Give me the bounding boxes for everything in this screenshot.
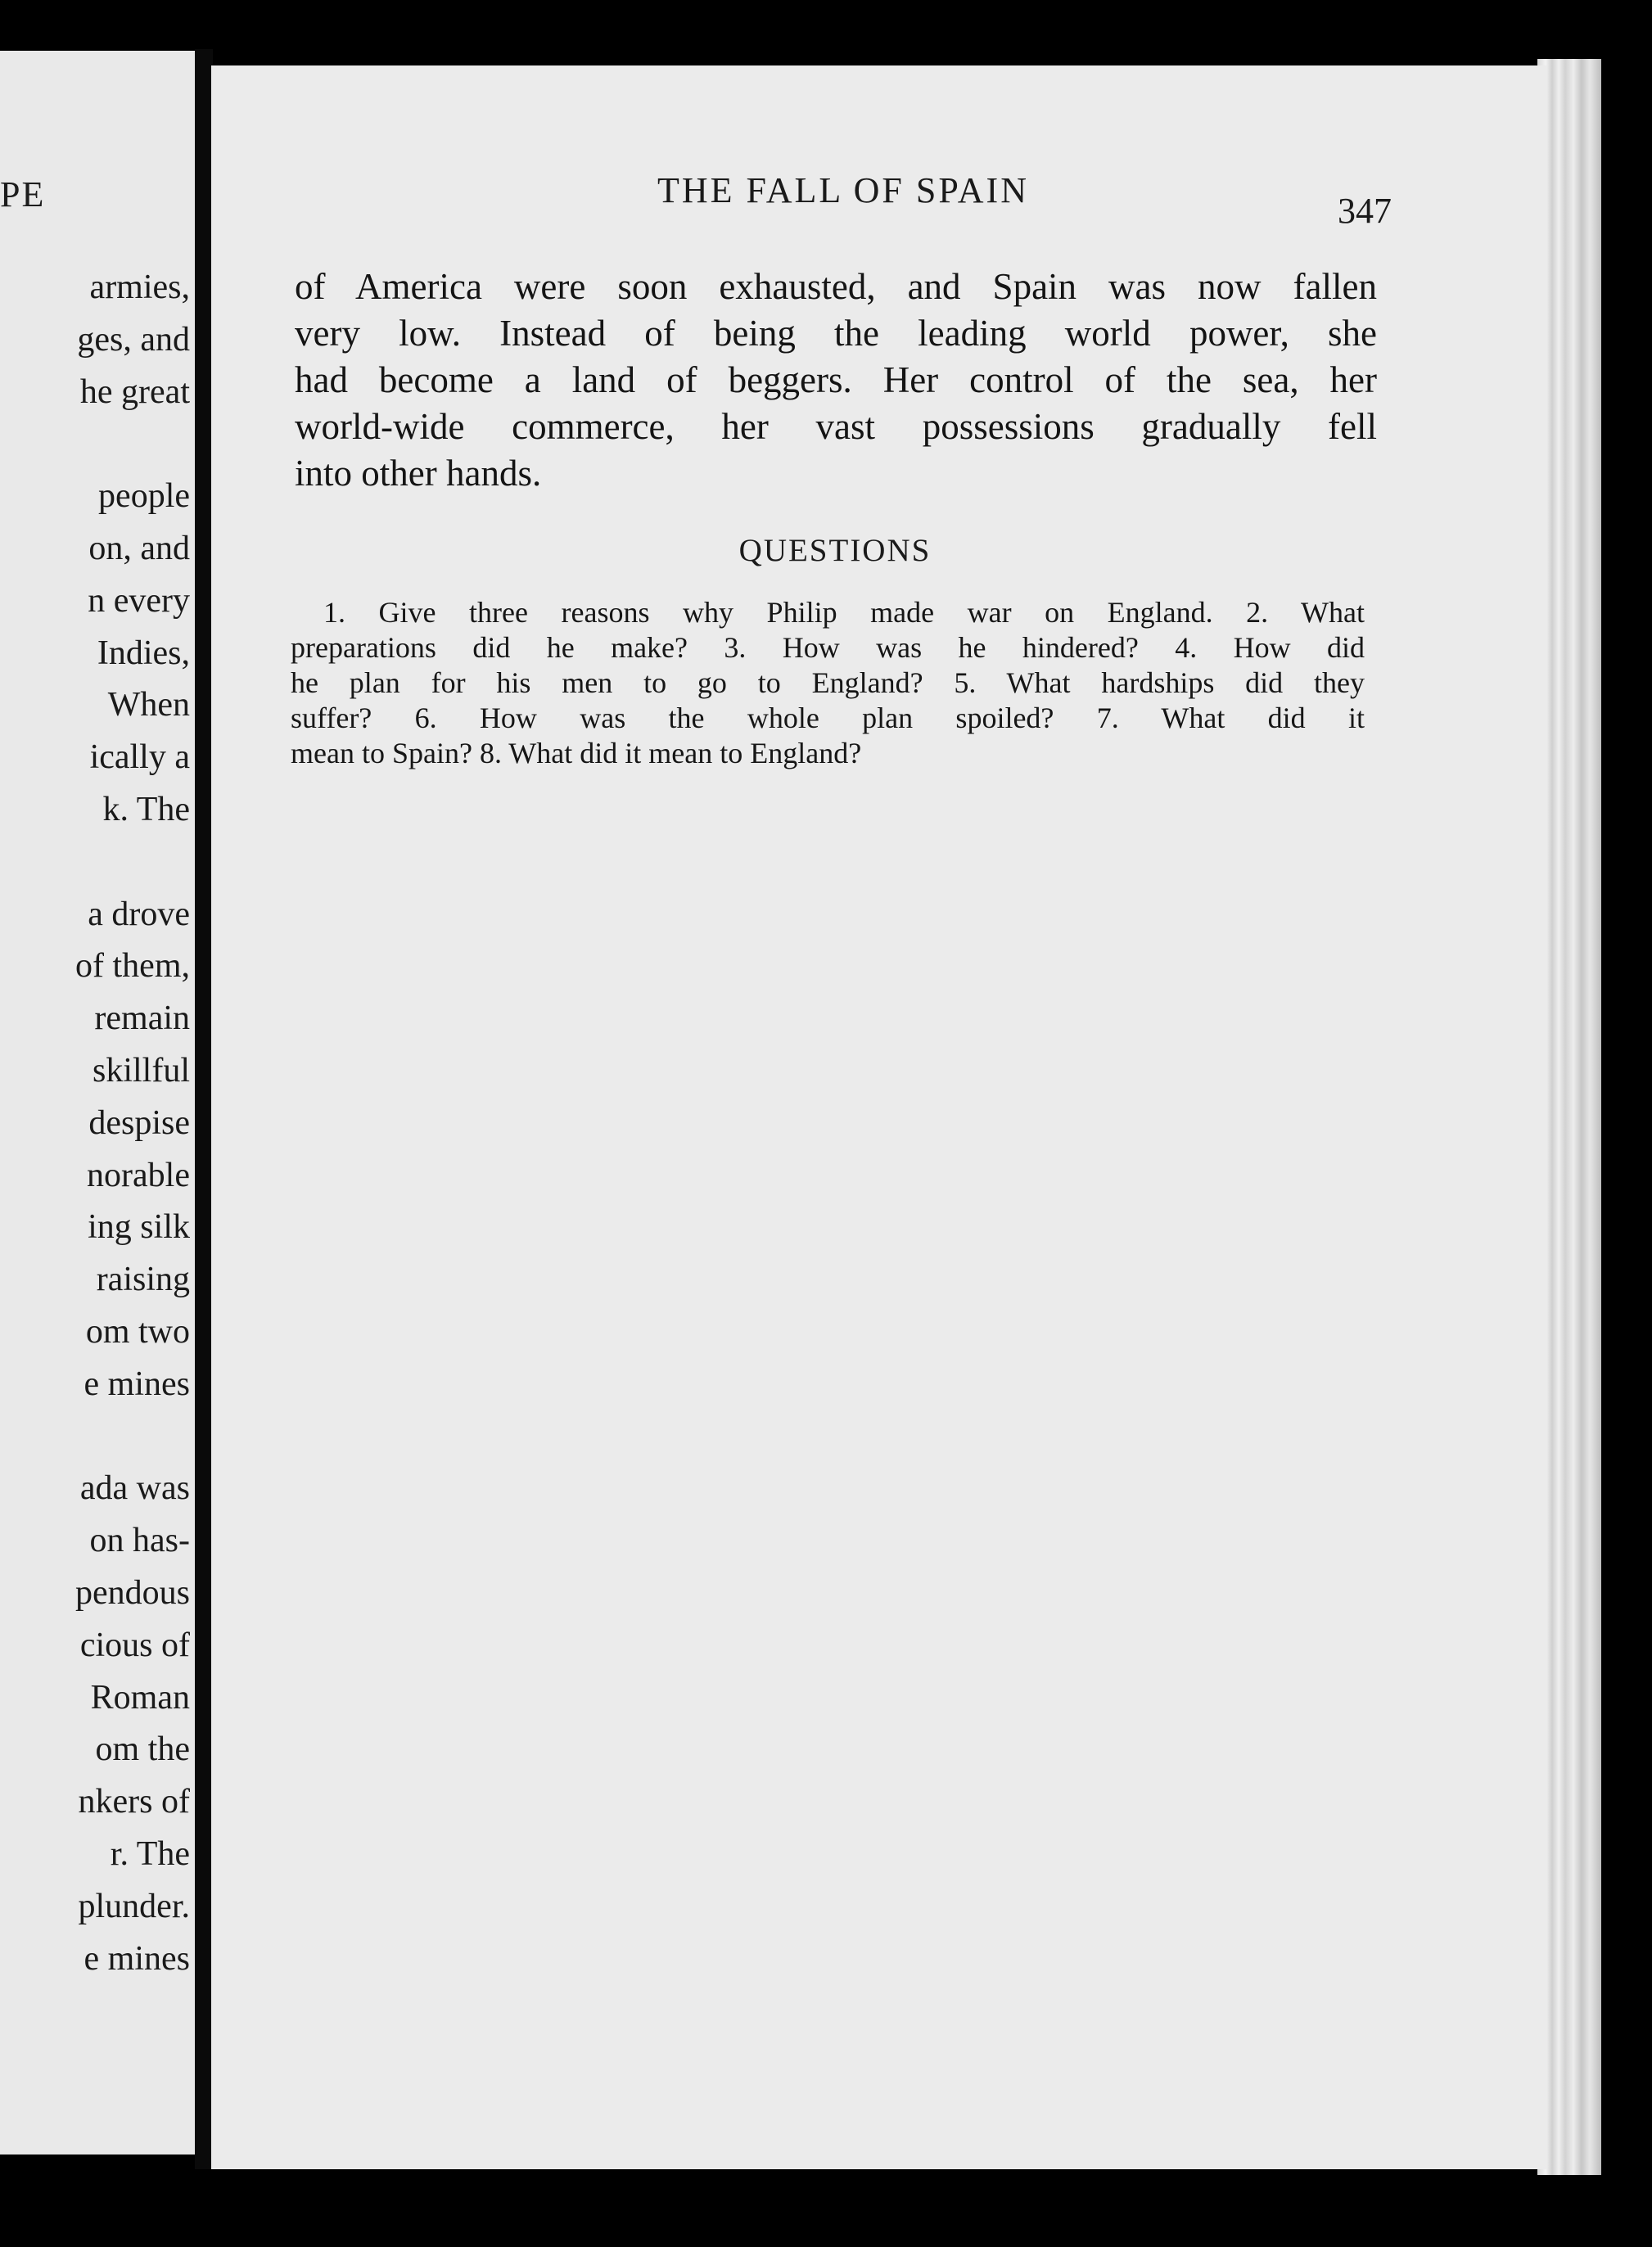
- question-line: mean to Spain? 8. What did it mean to England?: [291, 737, 862, 769]
- left-text-line: ada was: [79, 1469, 190, 1508]
- left-text-gap: [0, 837, 190, 889]
- left-text-line: e mines: [84, 1939, 190, 1978]
- left-text-line: cious of: [79, 1626, 190, 1664]
- left-text-line: people: [98, 477, 190, 516]
- left-text-line: om two: [85, 1312, 190, 1351]
- left-text-line: ing silk: [88, 1208, 190, 1247]
- left-text-line: n every: [88, 581, 190, 620]
- left-text-line: skillful: [92, 1051, 190, 1090]
- left-text-line: despise: [88, 1103, 190, 1142]
- left-text-gap: [0, 418, 190, 471]
- body-paragraph: [295, 264, 1377, 497]
- left-text-line: on, and: [88, 529, 190, 567]
- body-line: had become a land of beggers. Her control of the sea, her: [295, 359, 1377, 400]
- body-line: world-wide commerce, her vast possessions gradually fell: [295, 406, 1377, 447]
- left-text-line: e mines: [84, 1365, 190, 1403]
- question-line: preparations did he make? 3. How was he hindered? 4. How did: [291, 631, 1365, 664]
- left-text-line: a drove: [88, 895, 190, 933]
- left-text-gap: [0, 1411, 190, 1464]
- left-text-line: armies,: [89, 268, 190, 306]
- left-text-line: remain: [94, 999, 190, 1038]
- left-text-line: of them,: [75, 947, 190, 986]
- question-line: 1. Give three reasons why Philip made war on England. 2. What: [323, 596, 1365, 629]
- left-page: [0, 51, 195, 2155]
- questions-paragraph: [291, 595, 1365, 771]
- question-line: he plan for his men to go to England? 5. What hardships did they: [291, 666, 1365, 699]
- running-head: THE FALL OF SPAIN: [657, 170, 1029, 210]
- left-text-line: ically a: [89, 738, 190, 777]
- left-page-running-head: PE: [0, 174, 46, 214]
- left-text-line: plunder.: [78, 1887, 190, 1925]
- left-text-line: Indies,: [97, 634, 190, 672]
- left-text-line: Roman: [90, 1678, 190, 1717]
- book-gutter: [195, 49, 213, 2169]
- left-text-line: When: [107, 686, 190, 724]
- questions-heading: QUESTIONS: [738, 533, 932, 568]
- body-line: very low. Instead of being the leading world power, she: [295, 313, 1377, 354]
- left-text-line: on has-: [89, 1522, 190, 1560]
- left-text-line: raising: [96, 1261, 190, 1299]
- body-line: into other hands.: [295, 453, 542, 494]
- left-text-line: k. The: [102, 790, 190, 828]
- body-line: of America were soon exhausted, and Spain was now fallen: [295, 266, 1377, 307]
- left-text-line: nkers of: [78, 1783, 190, 1821]
- left-page-text: [0, 262, 190, 1985]
- question-line: suffer? 6. How was the whole plan spoiled? 7. What did it: [291, 702, 1365, 734]
- left-text-line: om the: [95, 1730, 190, 1769]
- left-text-line: pendous: [75, 1573, 190, 1612]
- left-text-line: he great: [79, 372, 190, 411]
- left-text-line: norable: [87, 1156, 190, 1194]
- page-number: 347: [1338, 191, 1392, 231]
- left-text-line: r. The: [110, 1834, 190, 1873]
- left-text-line: ges, and: [77, 320, 190, 359]
